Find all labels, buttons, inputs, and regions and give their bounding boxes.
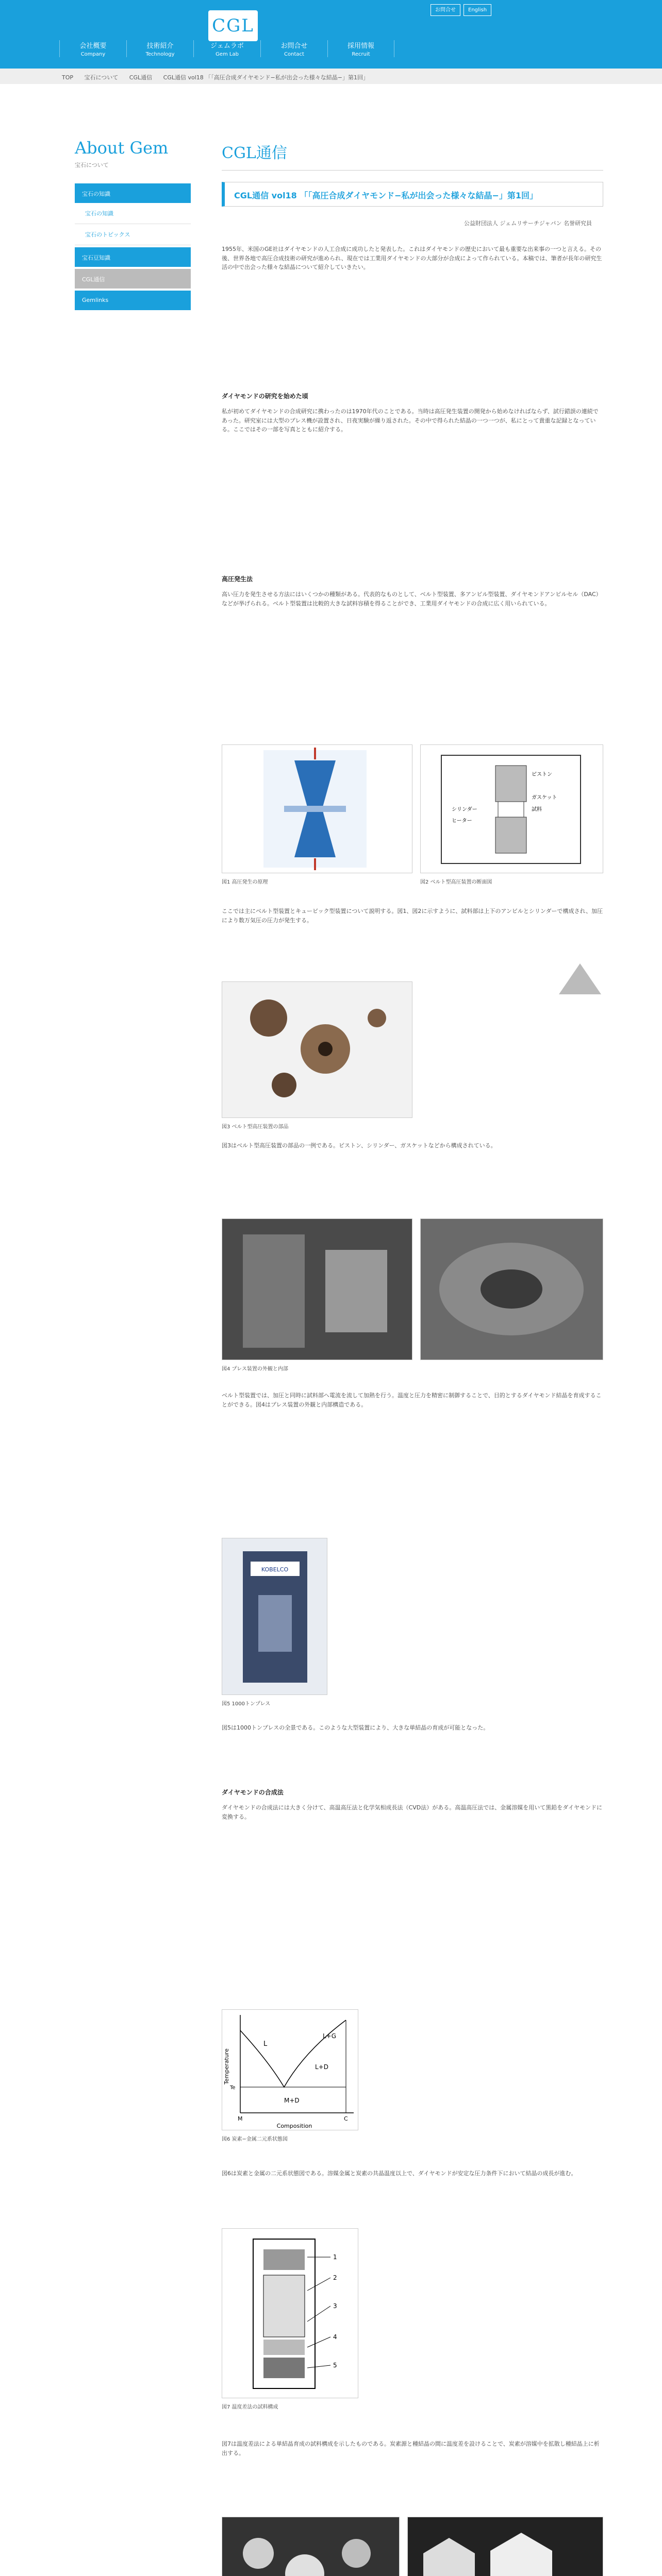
figure-9-photo <box>407 2517 603 2576</box>
figure-caption: 図5 1000トンプレス <box>222 1701 271 1707</box>
english-link[interactable]: English <box>464 4 491 16</box>
figure-caption: 図4 プレス装置の外観と内部 <box>222 1366 288 1372</box>
leader-line <box>307 2337 330 2347</box>
crystal <box>243 2538 274 2569</box>
seed-layer <box>263 2340 305 2355</box>
figure-7-cell-diagram <box>222 2228 358 2398</box>
label-te: Te <box>230 2085 236 2091</box>
figure-4-photo-left <box>222 1218 412 1360</box>
breadcrumb-top[interactable]: TOP <box>62 74 74 81</box>
article-body <box>222 0 603 2576</box>
sidebar-item-gemlinks[interactable]: Gemlinks <box>75 291 191 310</box>
x-axis-label: Composition <box>276 2123 312 2129</box>
breadcrumb-current: CGL通信 vol18 「「高圧合成ダイヤモンド−私が出会った様々な結晶−」第1回」 <box>163 74 369 81</box>
figure-1-diagram <box>222 744 412 873</box>
liquidus-curve <box>240 2020 346 2087</box>
byline: 公益財団法人 ジェムリサーチジャパン 名誉研究員 <box>464 220 592 227</box>
anvil-diagram <box>222 745 412 873</box>
nav-label-en: Company <box>80 52 106 57</box>
cell-diagram <box>222 2229 358 2398</box>
sidebar-item-cgl-news[interactable]: CGL通信 <box>75 269 191 289</box>
paragraph: 私が初めてダイヤモンドの合成研究に携わったのは1970年代のことである。当時は高圧発生装置の開発から始めなければならず、試行錯誤の連続であった。研究室には大型のプレス機が設置され、日夜実験が繰り返された。その中で得られた結晶の一つ一つが、私にとって貴重な記録となっている。ここではその一部を写真とともに紹介する。 <box>222 408 599 433</box>
label-c: C <box>344 2115 348 2122</box>
press-column <box>258 1595 292 1652</box>
part-hole <box>318 1042 333 1056</box>
sidebar-subitem-knowledge[interactable]: 宝石の知識 <box>75 203 191 224</box>
diagram-label: ヒーター <box>452 818 472 824</box>
sidebar <box>75 138 191 310</box>
leader-line <box>307 2365 330 2368</box>
sidebar-subtitle: 宝石について <box>75 162 109 168</box>
diagram-label: ピストン <box>532 772 552 777</box>
y-axis-label: Temperature <box>223 2048 230 2084</box>
sidebar-subitem-topics[interactable]: 宝石のトピックス <box>75 224 191 245</box>
part <box>272 1073 296 1097</box>
carbon-source <box>263 2249 305 2270</box>
figure-3-photo <box>222 981 412 1118</box>
sample-layer <box>284 806 346 812</box>
solvent <box>263 2275 305 2337</box>
nav-label-en: Contact <box>284 52 304 57</box>
label-l: L <box>263 2040 268 2048</box>
figure-2-diagram <box>420 744 603 873</box>
cell-label: 1 <box>333 2253 337 2261</box>
part <box>250 999 287 1037</box>
label-lg: L+G <box>323 2032 337 2040</box>
page-title: CGL通信 <box>222 140 603 171</box>
piston-lower <box>495 817 526 853</box>
leader-line <box>307 2278 330 2291</box>
section-heading: 高圧発生法 <box>222 575 253 583</box>
diagram-label: シリンダー <box>452 807 477 812</box>
crystal <box>490 2533 552 2576</box>
diagram-label: 試料 <box>532 807 542 812</box>
press-body <box>243 1234 305 1348</box>
nav-label-en: Gem Lab <box>216 52 239 57</box>
figure-caption: 図1 高圧発生の原理 <box>222 879 268 885</box>
contact-link[interactable]: お問合せ <box>431 4 460 16</box>
figure-5-photo <box>222 1538 327 1695</box>
crystal <box>423 2538 475 2576</box>
crystal <box>342 2539 371 2568</box>
paragraph: 図3はベルト型高圧装置の部品の一例である。ピストン、シリンダー、ガスケットなどから構成されている。 <box>222 1142 496 1149</box>
press-1000t-photo <box>222 1538 327 1694</box>
paragraph: 図6は炭素と金属の二元系状態図である。溶媒金属と炭素の共晶温度以上で、ダイヤモンドが安定な圧力条件下において結晶の成長が進む。 <box>222 2170 577 2177</box>
phase-diagram <box>222 2010 358 2130</box>
part <box>368 1009 386 1027</box>
paragraph: ベルト型装置では、加圧と同時に試料部へ電流を流して加熱を行う。温度と圧力を精密に制御することで、目的とするダイヤモンド結晶を育成することができる。図4はプレス装置の外観と内部構造である。 <box>222 1392 602 1408</box>
press-plate-text: KOBELCO <box>261 1566 289 1573</box>
figure-caption: 図6 炭素−金属二元系状態図 <box>222 2137 288 2142</box>
diagram-label: ガスケット <box>532 795 557 801</box>
base <box>263 2358 305 2378</box>
paragraph: ここでは主にベルト型装置とキュービック型装置について説明する。図1、図2に示すように、試料部は上下のアンビルとシリンダーで構成され、加圧により数万気圧の圧力が発生する。 <box>222 908 603 924</box>
section-heading: ダイヤモンドの研究を始めた頃 <box>222 393 308 400</box>
figure-caption: 図7 温度差法の試料構成 <box>222 2404 278 2410</box>
cell-label: 4 <box>333 2333 337 2341</box>
figure-8-photo <box>222 2517 400 2576</box>
nav-label-en: Recruit <box>352 52 370 57</box>
press-inner <box>481 1269 542 1309</box>
nav-item-company[interactable] <box>59 40 126 57</box>
section-heading: ダイヤモンドの合成法 <box>222 1789 284 1796</box>
sample <box>498 802 524 817</box>
nav-label: 採用情報 <box>347 42 374 50</box>
paragraph: ダイヤモンドの合成法には大きく分けて、高温高圧法と化学気相成長法（CVD法）がある。高温高圧法では、金属溶媒を用いて黒鉛をダイヤモンドに変換する。 <box>222 1804 603 1820</box>
leader-line <box>307 2306 330 2321</box>
cell-label: 2 <box>333 2274 337 2281</box>
cell-label: 5 <box>333 2362 337 2369</box>
nav-item-technology[interactable] <box>126 40 193 57</box>
crystal <box>285 2554 324 2576</box>
belt-diagram <box>421 745 603 873</box>
cgl-logo[interactable]: CGL <box>208 10 258 41</box>
press-photo <box>222 1219 412 1360</box>
press-inner-photo <box>421 1219 603 1360</box>
paragraph: 高い圧力を発生させる方法にはいくつかの種類がある。代表的なものとして、ベルト型装置、多アンビル型装置、ダイヤモンドアンビルセル（DAC）などが挙げられる。ベルト型装置は比較的大きな試料容積を得ることができ、工業用ダイヤモンドの合成に広く用いられている。 <box>222 591 602 607</box>
article-title: CGL通信 vol18 「「高圧合成ダイヤモンド−私が出会った様々な結晶−」第1回」 <box>222 182 603 207</box>
press-body <box>325 1250 387 1332</box>
breadcrumb-cgl-news[interactable]: CGL通信 <box>129 74 153 81</box>
nav-label-en: Technology <box>145 52 175 57</box>
crystals-photo-2 <box>408 2517 603 2576</box>
figure-4-photo-right <box>420 1218 603 1360</box>
sidebar-item-trivia[interactable]: 宝石豆知識 <box>75 247 191 267</box>
label-md: M+D <box>284 2097 300 2104</box>
sidebar-title: About Gem <box>75 138 169 158</box>
paragraph: 図7は温度差法による単結晶育成の試料構成を示したものである。炭素源と種結晶の間に温度差を設けることで、炭素が溶媒中を拡散し種結晶上に析出する。 <box>222 2441 600 2456</box>
paragraph: 1955年、米国のGE社はダイヤモンドの人工合成に成功したと発表した。これはダイヤモンドの歴史において最も重要な出来事の一つと言える。その後、世界各地で高圧合成技術の研究が進められ、現在では工業用ダイヤモンドの大部分が合成によって作られている。本稿では、筆者が長年の研究生活の中で出会った様々な結晶について紹介していきたい。 <box>222 246 602 271</box>
label-m: M <box>238 2115 243 2122</box>
nav-label: 技術紹介 <box>146 42 174 50</box>
crystals-photo <box>222 2517 399 2576</box>
nav-label: 会社概要 <box>79 42 107 50</box>
figure-caption: 図3 ベルト型高圧装置の部品 <box>222 1124 289 1130</box>
paragraph: 図5は1000トンプレスの全景である。このような大型装置により、大きな単結晶の育成が可能となった。 <box>222 1724 489 1731</box>
label-ld: L+D <box>315 2063 328 2071</box>
figure-caption: 図2 ベルト型高圧装置の断面図 <box>420 879 492 885</box>
parts-photo <box>222 982 412 1117</box>
sidebar-item-gem-knowledge[interactable]: 宝石の知識 <box>75 183 191 203</box>
nav-label: お問合せ <box>280 42 308 50</box>
nav-label: ジェムラボ <box>210 42 244 50</box>
cell-label: 3 <box>333 2302 337 2310</box>
breadcrumb-about-gem[interactable]: 宝石について <box>84 74 119 81</box>
piston-upper <box>495 766 526 802</box>
figure-6-phase-diagram <box>222 2009 358 2130</box>
